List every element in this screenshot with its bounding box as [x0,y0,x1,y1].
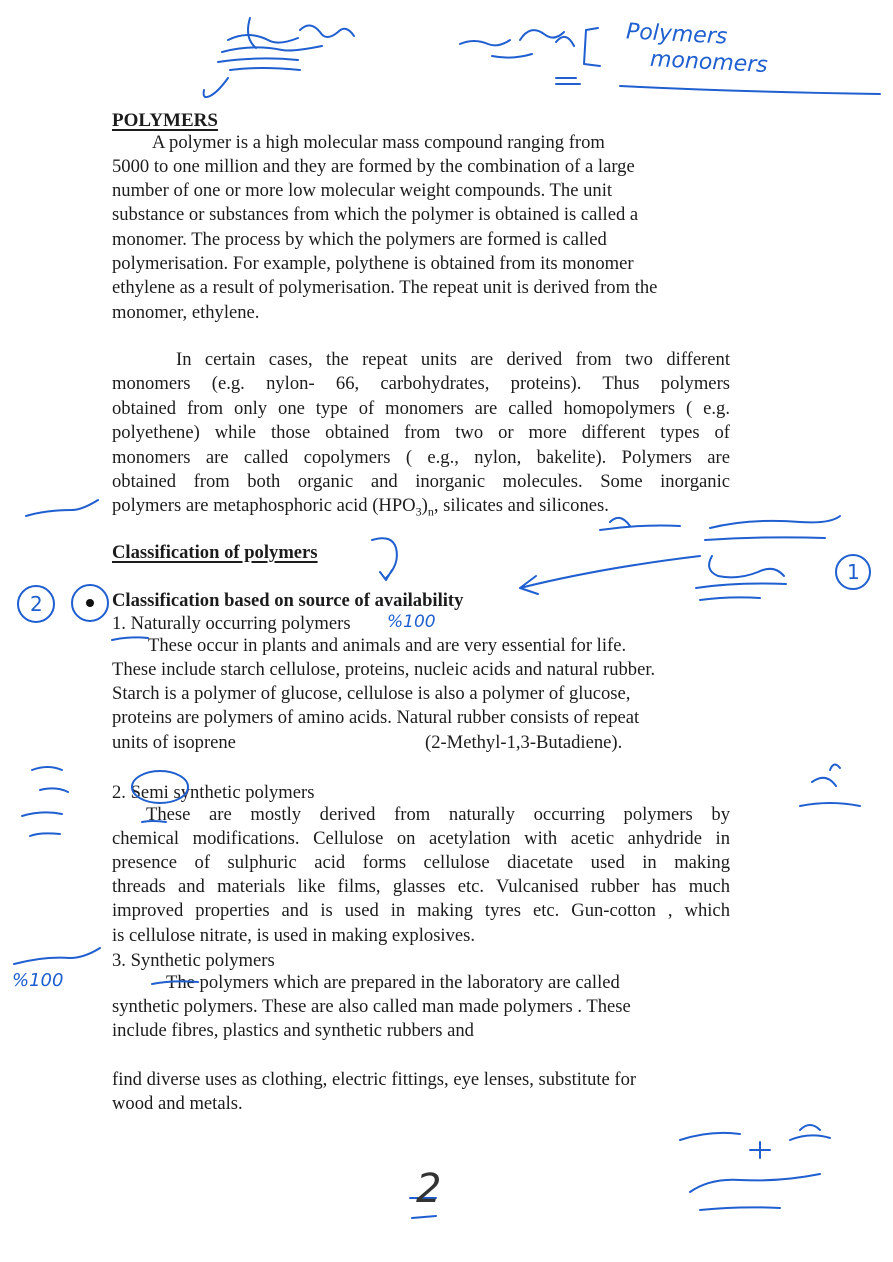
semi-line: is cellulose nitrate, is used in making explosives. [112,925,476,946]
semi-line: chemical modifications. Cellulose on acetylation with acetic anhydride in [112,828,730,849]
classification-heading: Classification of polymers [112,542,318,563]
right-scribble-top [705,516,840,540]
natural-line: Starch is a polymer of glucose, cellulose is also a polymer of glucose, [112,683,631,704]
right-scribble-mid [800,764,860,806]
left-arrow-icon [520,556,700,594]
circle-bullet-mark [72,585,108,621]
circle-1-label: 1 [847,560,860,584]
intro-line: polymerisation. For example, polythene is obtained from its monomer [112,253,634,274]
natural-heading: 1. Naturally occurring polymers [112,613,351,634]
copolymer-last-line: polymers are metaphosphoric acid $(HPO_3)_n$, silicates and silicones. [112,495,609,519]
page-title: POLYMERS [112,110,218,131]
top-left-scribble [218,35,322,70]
semi-line: improved properties and is used in making tyres etc. Gun-cotton , which [112,900,730,921]
left-scribble-1 [26,500,98,516]
intro-line: A polymer is a high molecular mass compound ranging from [152,132,605,153]
top-left-hook [204,78,228,97]
uses-line: find diverse uses as clothing, electric fittings, eye lenses, substitute for [112,1069,637,1090]
synthetic-line: The polymers which are prepared in the laboratory are called [166,972,620,993]
annotation-percent-natural: %100 [387,612,436,632]
synthetic-line: synthetic polymers. These are also called man made polymers . These [112,996,631,1017]
intro-line: 5000 to one million and they are formed by the combination of a large [112,156,635,177]
bullet-icon [86,599,94,607]
intro-line: substance or substances from which the polymer is obtained is called a [112,204,639,225]
page-number: 2 [416,1166,442,1212]
natural-line: These occur in plants and animals and are very essential for life. [148,635,627,656]
semi-line: threads and materials like films, glasses etc. Vulcanised rubber has much [112,876,730,897]
copolymer-line: obtained from both organic and inorganic molecules. Some inorganic [112,471,730,492]
annotation-polymers: Polymers [625,19,728,50]
copolymer-line: monomers (e.g. nylon- 66, carbohydrates, proteins). Thus polymers [112,373,730,394]
left-scribble-2 [22,767,68,836]
semi-line: presence of sulphuric acid forms cellulose diacetate used in making [112,852,730,873]
bottom-right-scribble [680,1125,830,1158]
availability-heading: Classification based on source of availability [112,590,464,611]
left-scribble-3 [14,948,100,964]
copolymer-line: In certain cases, the repeat units are derived from two different [176,349,730,370]
copolymer-line: monomers are called copolymers ( e.g., nylon, bakelite). Polymers are [112,447,730,468]
natural-line: These include starch cellulose, proteins, nucleic acids and natural rubber. [112,659,656,680]
intro-line: monomer. The process by which the polymers are formed is called [112,229,607,250]
top-rule [620,86,880,94]
intro-line: number of one or more low molecular weight compounds. The unit [112,180,613,201]
copolymer-line: polyethene) while those obtained from two or more different types of [112,422,730,443]
semi-line: These are mostly derived from naturally occurring polymers by [146,804,730,825]
natural-line-isoprene: (2-Methyl-1,3-Butadiene). [425,732,623,753]
annotation-percent-synthetic: %100 [12,970,64,991]
natural-line: proteins are polymers of amino acids. Natural rubber consists of repeat [112,707,640,728]
annotation-monomers: monomers [649,46,769,79]
intro-line: monomer, ethylene. [112,302,260,323]
synthetic-line: include fibres, plastics and synthetic rubbers and [112,1020,474,1041]
down-arrow-icon [372,538,397,580]
semi-heading: 2. Semi synthetic polymers [112,782,315,803]
circle-2-label: 2 [30,592,43,616]
uses-line: wood and metals. [112,1093,243,1114]
synthetic-heading: 3. Synthetic polymers [112,950,275,971]
copolymer-line: obtained from only one type of monomers are called homopolymers ( e.g. [112,398,730,419]
top-right-scribble [460,30,574,57]
intro-line: ethylene as a result of polymerisation. The repeat unit is derived from the [112,277,658,298]
bracket-icon [584,28,600,66]
natural-line: units of isoprene [112,732,236,753]
